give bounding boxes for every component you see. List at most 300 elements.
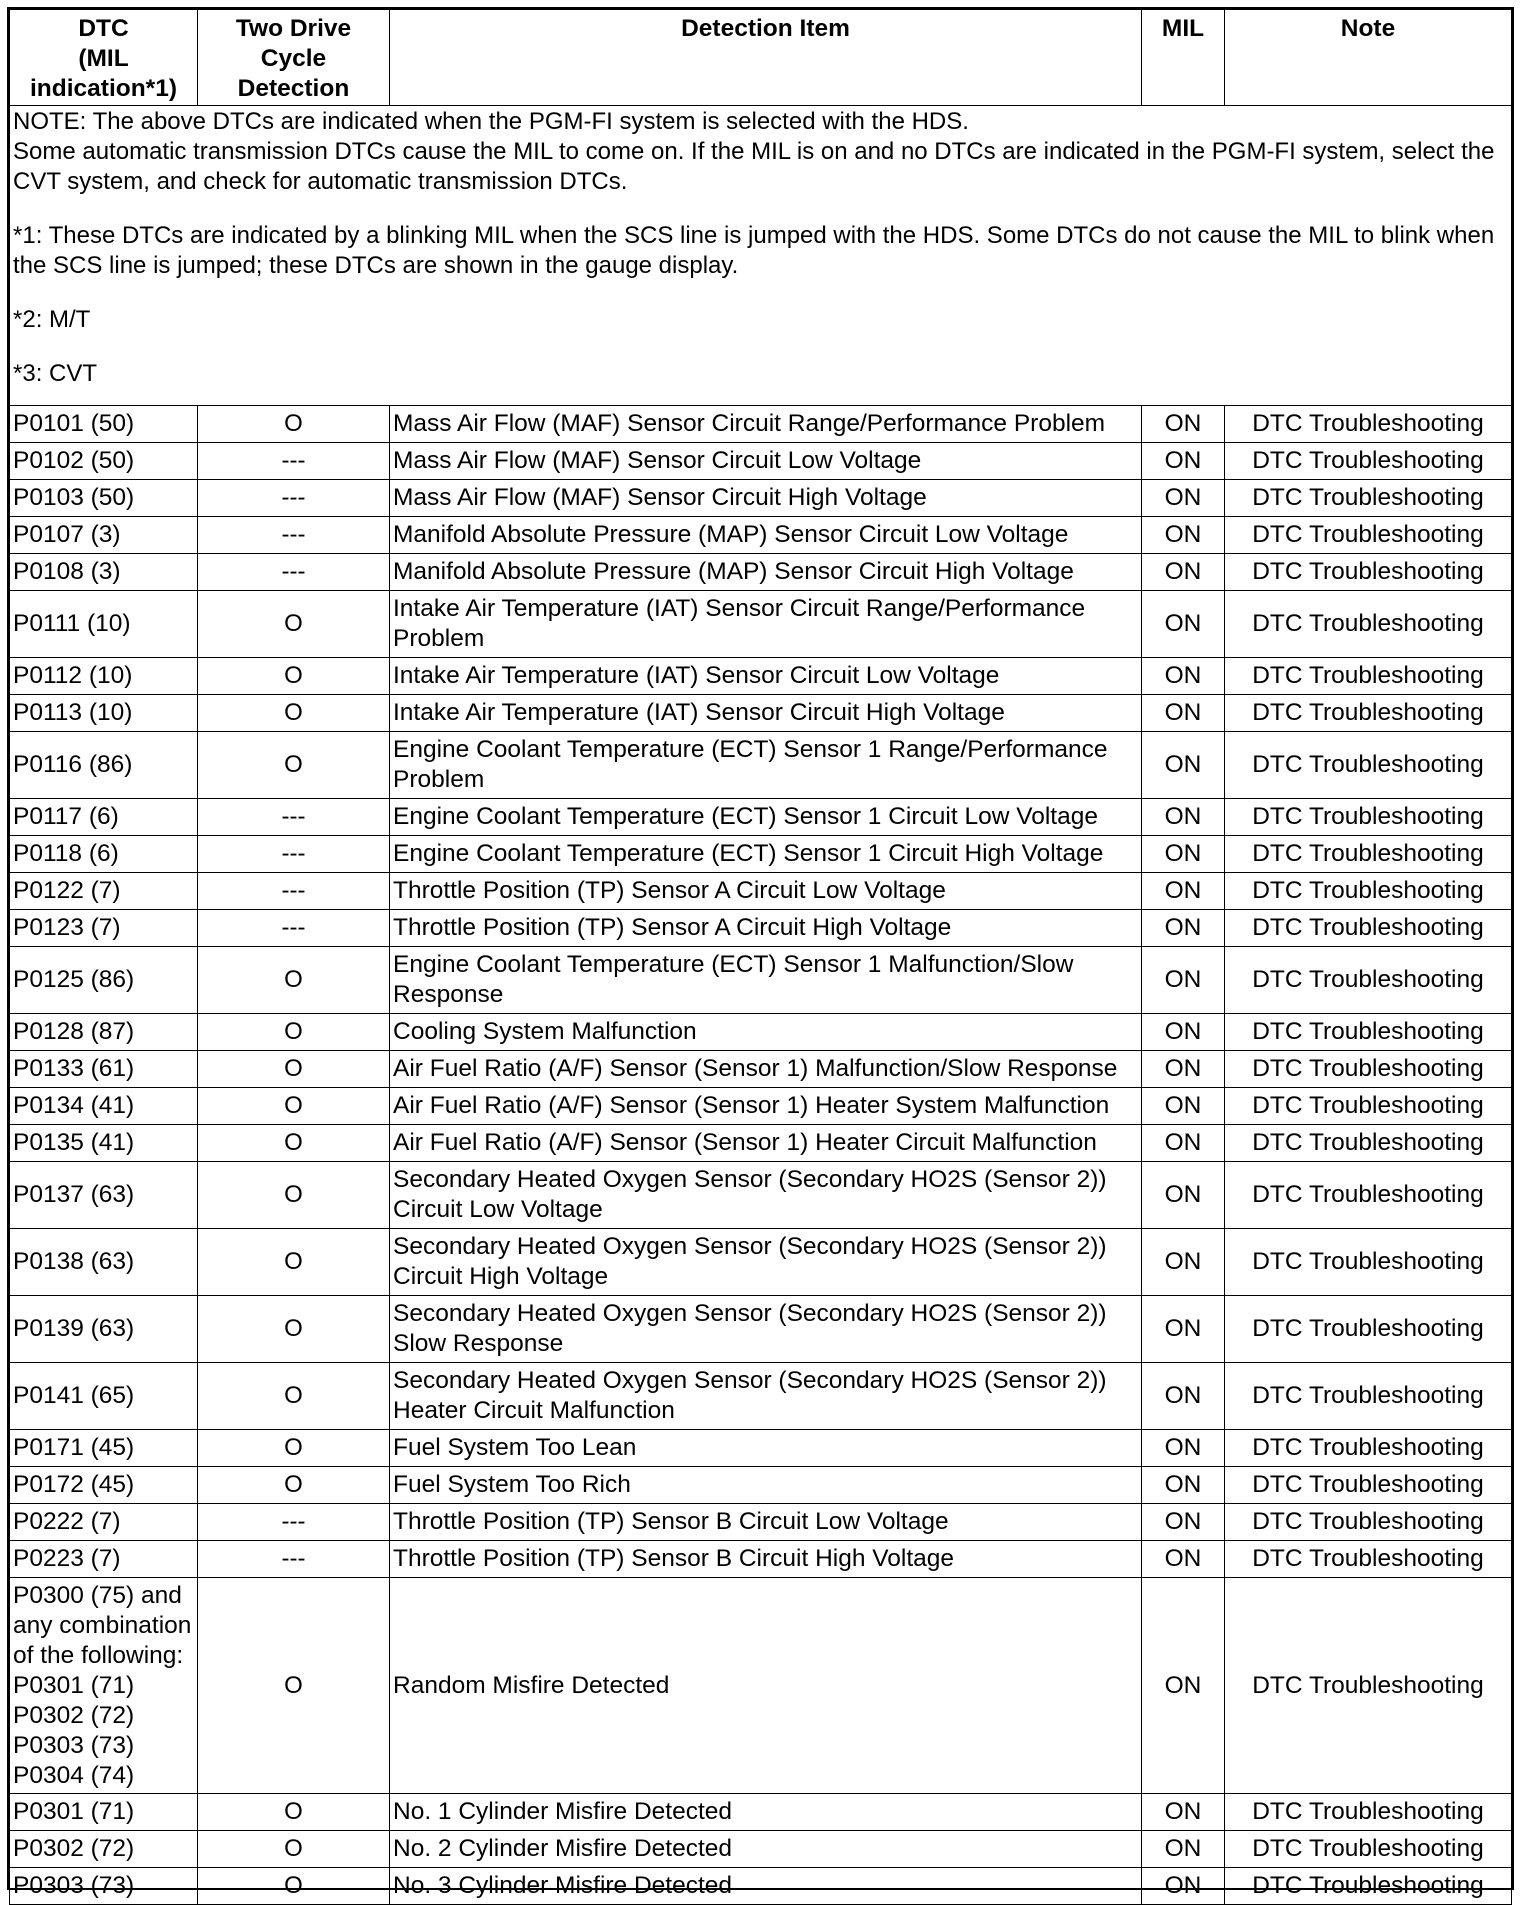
detection-item-cell [390, 1229, 1142, 1296]
mil-status-cell: ON [1142, 1868, 1225, 1905]
mil-status-cell: ON [1142, 1831, 1225, 1868]
note-link[interactable]: DTC Troubleshooting [1225, 1430, 1512, 1467]
mil-status-cell: ON [1142, 554, 1225, 591]
dtc-code-cell [10, 873, 198, 910]
detection-item-text: Cooling System Malfunction [393, 1018, 697, 1045]
detection-item-cell [390, 836, 1142, 873]
detection-item-text: Heater Circuit Malfunction [393, 1397, 675, 1424]
table-row [10, 1296, 1512, 1363]
detection-item-text: No. 2 Cylinder Misfire Detected [393, 1835, 733, 1862]
dtc-code-cell [10, 1162, 198, 1229]
footnote-1: *1: These DTCs are indicated by a blinking MIL when the SCS line is jumped with the HDS. Some DTCs do not cause the MIL to blink when the SCS line is jumped; these DTCs are shown in the gauge display. [13, 222, 1495, 279]
detection-item-text: No. 3 Cylinder Misfire Detected [393, 1872, 733, 1899]
dtc-code: P0301 (71) [13, 1798, 135, 1825]
detection-item-cell [390, 1051, 1142, 1088]
mil-status-cell: ON [1142, 799, 1225, 836]
dtc-code: P0107 (3) [13, 521, 121, 548]
dtc-code: P0117 (6) [13, 803, 119, 830]
note-text: NOTE: The above DTCs are indicated when the PGM-FI system is selected with the HDS. [13, 108, 969, 135]
dtc-code: any combination [13, 1611, 192, 1639]
table-row [10, 910, 1512, 947]
dtc-code: P0172 (45) [13, 1471, 135, 1498]
table-row [10, 695, 1512, 732]
detection-item-cell [390, 910, 1142, 947]
two-drive-cycle-mark: O [284, 1835, 303, 1862]
two-drive-cycle-mark: --- [281, 1508, 306, 1535]
two-drive-cycle-mark: --- [281, 447, 306, 474]
two-drive-cycle-mark: --- [281, 521, 306, 548]
table-row [10, 1794, 1512, 1831]
note-link[interactable]: DTC Troubleshooting [1225, 517, 1512, 554]
table-row [10, 517, 1512, 554]
two-drive-cycle-cell [198, 1430, 390, 1467]
table-row [10, 836, 1512, 873]
two-drive-cycle-mark: --- [281, 1545, 306, 1572]
table-row [10, 1162, 1512, 1229]
mil-status-cell: ON [1142, 591, 1225, 658]
detection-item-text: Throttle Position (TP) Sensor A Circuit Low Voltage [393, 877, 946, 904]
note-link[interactable]: DTC Troubleshooting [1225, 406, 1512, 443]
detection-item-cell [390, 443, 1142, 480]
table-row [10, 1014, 1512, 1051]
detection-item-text: Slow Response [393, 1330, 564, 1357]
detection-item-text: Manifold Absolute Pressure (MAP) Sensor Circuit High Voltage [393, 558, 1074, 585]
detection-item-text: Mass Air Flow (MAF) Sensor Circuit High Voltage [393, 484, 927, 511]
dtc-code-cell [10, 517, 198, 554]
two-drive-cycle-mark: --- [281, 484, 306, 511]
dtc-code: P0128 (87) [13, 1018, 135, 1045]
dtc-code: P0123 (7) [13, 914, 121, 941]
table-row [10, 554, 1512, 591]
detection-item-cell [390, 658, 1142, 695]
dtc-code: P0122 (7) [13, 877, 121, 904]
detection-item-text: Problem [393, 766, 485, 793]
dtc-code-cell [10, 1794, 198, 1831]
header-two-line: Two Drive [235, 15, 352, 42]
detection-item-text: Air Fuel Ratio (A/F) Sensor (Sensor 1) Heater System Malfunction [393, 1092, 1110, 1119]
two-drive-cycle-mark: O [284, 1872, 303, 1899]
mil-status-cell: ON [1142, 695, 1225, 732]
mil-status-cell: ON [1142, 1363, 1225, 1430]
dtc-code: P0102 (50) [13, 447, 135, 474]
dtc-code: P0141 (65) [13, 1382, 135, 1409]
two-drive-cycle-mark: --- [281, 803, 306, 830]
two-drive-cycle-mark: O [284, 1434, 303, 1461]
dtc-code: P0300 (75) and [13, 1581, 182, 1609]
table-row [10, 1504, 1512, 1541]
two-drive-cycle-mark: O [284, 410, 303, 437]
table-row [10, 732, 1512, 799]
dtc-code-cell [10, 1504, 198, 1541]
detection-item-text: Random Misfire Detected [393, 1671, 670, 1699]
dtc-code-cell [10, 443, 198, 480]
two-drive-cycle-cell [198, 799, 390, 836]
dtc-code-cell [10, 554, 198, 591]
note-link[interactable]: DTC Troubleshooting [1225, 947, 1512, 1014]
table-row [10, 1541, 1512, 1578]
table-row [10, 591, 1512, 658]
dtc-code: P0135 (41) [13, 1129, 135, 1156]
table-row [10, 443, 1512, 480]
detection-item-cell [390, 1831, 1142, 1868]
detection-item-cell [390, 1162, 1142, 1229]
dtc-code-cell [10, 1541, 198, 1578]
mil-status-cell: ON [1142, 1541, 1225, 1578]
two-drive-cycle-cell [198, 443, 390, 480]
two-drive-cycle-mark: O [284, 610, 303, 637]
dtc-code: P0134 (41) [13, 1092, 135, 1119]
dtc-code: P0222 (7) [13, 1508, 121, 1535]
detection-item-cell [390, 1363, 1142, 1430]
two-drive-cycle-mark: O [284, 662, 303, 689]
note-link[interactable]: DTC Troubleshooting [1225, 1125, 1512, 1162]
detection-item-cell [390, 1296, 1142, 1363]
detection-item-text: Air Fuel Ratio (A/F) Sensor (Sensor 1) Heater Circuit Malfunction [393, 1129, 1097, 1156]
dtc-code-cell [10, 1014, 198, 1051]
header-two-drive-cycle [198, 10, 390, 106]
detection-item-text: Engine Coolant Temperature (ECT) Sensor 1 Circuit High Voltage [393, 840, 1104, 867]
two-drive-cycle-cell [198, 1296, 390, 1363]
detection-item-text: Engine Coolant Temperature (ECT) Sensor 1 Malfunction/Slow [393, 951, 1074, 978]
note-link[interactable]: DTC Troubleshooting [1225, 732, 1512, 799]
two-drive-cycle-cell [198, 836, 390, 873]
mil-status-cell: ON [1142, 658, 1225, 695]
mil-status-cell: ON [1142, 873, 1225, 910]
two-drive-cycle-cell [198, 1088, 390, 1125]
note-link[interactable]: DTC Troubleshooting [1225, 695, 1512, 732]
table-row [10, 799, 1512, 836]
dtc-code: P0304 (74) [13, 1761, 135, 1789]
dtc-code-cell [10, 1467, 198, 1504]
detection-item-text: Throttle Position (TP) Sensor B Circuit Low Voltage [393, 1508, 949, 1535]
two-drive-cycle-cell [198, 1162, 390, 1229]
two-drive-cycle-mark: O [284, 1248, 303, 1275]
detection-item-text: Throttle Position (TP) Sensor A Circuit High Voltage [393, 914, 952, 941]
table-row [10, 1229, 1512, 1296]
detection-item-text: Secondary Heated Oxygen Sensor (Secondary HO2S (Sensor 2)) [393, 1367, 1107, 1394]
detection-item-cell [390, 695, 1142, 732]
two-drive-cycle-mark: O [284, 1181, 303, 1208]
note-link[interactable]: DTC Troubleshooting [1225, 1051, 1512, 1088]
detection-item-text: Secondary Heated Oxygen Sensor (Secondary HO2S (Sensor 2)) [393, 1166, 1107, 1193]
mil-status-cell: ON [1142, 1794, 1225, 1831]
mil-status-cell: ON [1142, 1504, 1225, 1541]
table-row [10, 1831, 1512, 1868]
dtc-code-cell [10, 658, 198, 695]
dtc-code-cell [10, 799, 198, 836]
note-link[interactable]: DTC Troubleshooting [1225, 591, 1512, 658]
dtc-code-cell [10, 695, 198, 732]
detection-item-cell [390, 517, 1142, 554]
detection-item-text: Response [393, 981, 504, 1008]
note-link[interactable]: DTC Troubleshooting [1225, 1363, 1512, 1430]
two-drive-cycle-cell [198, 1014, 390, 1051]
detection-item-text: Mass Air Flow (MAF) Sensor Circuit Range/Performance Problem [393, 410, 1106, 437]
two-drive-cycle-cell [198, 1794, 390, 1831]
note-link[interactable]: DTC Troubleshooting [1225, 658, 1512, 695]
detection-item-text: Fuel System Too Rich [393, 1471, 631, 1498]
mil-status-cell: ON [1142, 1125, 1225, 1162]
table-row [10, 406, 1512, 443]
two-drive-cycle-mark: O [284, 1018, 303, 1045]
two-drive-cycle-cell [198, 591, 390, 658]
note-link[interactable]: DTC Troubleshooting [1225, 1014, 1512, 1051]
detection-item-text: Secondary Heated Oxygen Sensor (Secondary HO2S (Sensor 2)) [393, 1300, 1107, 1327]
dtc-code-cell [10, 1868, 198, 1905]
two-drive-cycle-cell [198, 695, 390, 732]
note-link[interactable]: DTC Troubleshooting [1225, 1229, 1512, 1296]
note-link[interactable]: DTC Troubleshooting [1225, 873, 1512, 910]
dtc-code-cell [10, 1229, 198, 1296]
dtc-code: P0171 (45) [13, 1434, 135, 1461]
dtc-code: P0303 (73) [13, 1731, 135, 1759]
detection-item-cell [390, 406, 1142, 443]
dtc-code-cell [10, 1088, 198, 1125]
mil-status-cell: ON [1142, 947, 1225, 1014]
detection-item-cell [390, 1430, 1142, 1467]
table-row [10, 947, 1512, 1014]
table-row [10, 1125, 1512, 1162]
detection-item-text: Intake Air Temperature (IAT) Sensor Circuit Range/Performance [393, 595, 1086, 622]
dtc-code-cell [10, 1363, 198, 1430]
two-drive-cycle-cell [198, 732, 390, 799]
two-drive-cycle-cell [198, 480, 390, 517]
mil-status-cell: ON [1142, 517, 1225, 554]
detection-item-cell [390, 1467, 1142, 1504]
dtc-code-cell [10, 480, 198, 517]
dtc-code: P0301 (71) [13, 1671, 135, 1699]
two-drive-cycle-mark: --- [281, 877, 306, 904]
dtc-code-cell [10, 1296, 198, 1363]
two-drive-cycle-cell [198, 1229, 390, 1296]
notes-cell [10, 106, 1512, 406]
table-row [10, 873, 1512, 910]
detection-item-text: No. 1 Cylinder Misfire Detected [393, 1798, 733, 1825]
two-drive-cycle-mark: O [284, 699, 303, 726]
two-drive-cycle-cell [198, 1125, 390, 1162]
detection-item-text: Intake Air Temperature (IAT) Sensor Circuit Low Voltage [393, 662, 1000, 689]
two-drive-cycle-mark: O [284, 1382, 303, 1409]
note-link[interactable]: DTC Troubleshooting [1225, 1868, 1512, 1905]
detection-item-cell [390, 1868, 1142, 1905]
two-drive-cycle-cell [198, 1578, 390, 1794]
header-detection-item: Detection Item [390, 10, 1142, 106]
header-two-line: Detection [237, 75, 350, 102]
two-drive-cycle-cell [198, 1504, 390, 1541]
dtc-code-cell [10, 947, 198, 1014]
dtc-code-cell [10, 1430, 198, 1467]
notes-row [10, 106, 1512, 406]
table-row [10, 1578, 1512, 1794]
two-drive-cycle-cell [198, 554, 390, 591]
dtc-code-cell [10, 1578, 198, 1794]
header-dtc [10, 10, 198, 106]
dtc-code-cell [10, 732, 198, 799]
detection-item-cell [390, 554, 1142, 591]
header-dtc-line: DTC [78, 15, 129, 42]
dtc-code: P0133 (61) [13, 1055, 135, 1082]
detection-item-cell [390, 873, 1142, 910]
header-row [10, 10, 1512, 106]
two-drive-cycle-mark: O [284, 1671, 303, 1699]
detection-item-text: Mass Air Flow (MAF) Sensor Circuit Low Voltage [393, 447, 922, 474]
detection-item-text: Circuit Low Voltage [393, 1196, 603, 1223]
mil-status-cell: ON [1142, 1014, 1225, 1051]
note-link[interactable]: DTC Troubleshooting [1225, 1794, 1512, 1831]
table-row [10, 1430, 1512, 1467]
mil-status-cell: ON [1142, 1088, 1225, 1125]
dtc-code-cell [10, 406, 198, 443]
dtc-code: P0112 (10) [13, 662, 133, 689]
dtc-code: P0139 (63) [13, 1315, 135, 1342]
note-link[interactable]: DTC Troubleshooting [1225, 1088, 1512, 1125]
two-drive-cycle-cell [198, 873, 390, 910]
note-link[interactable]: DTC Troubleshooting [1225, 554, 1512, 591]
dtc-code: P0303 (73) [13, 1872, 135, 1899]
dtc-code: P0118 (6) [13, 840, 119, 867]
dtc-code: P0111 (10) [13, 610, 131, 637]
mil-status-cell: ON [1142, 836, 1225, 873]
detection-item-text: Fuel System Too Lean [393, 1434, 637, 1461]
mil-status-cell: ON [1142, 910, 1225, 947]
two-drive-cycle-cell [198, 1831, 390, 1868]
table-row [10, 1088, 1512, 1125]
table-row [10, 1051, 1512, 1088]
detection-item-text: Circuit High Voltage [393, 1263, 609, 1290]
note-link[interactable]: DTC Troubleshooting [1225, 1467, 1512, 1504]
note-link[interactable]: DTC Troubleshooting [1225, 799, 1512, 836]
dtc-table-page [7, 7, 1514, 1899]
detection-item-cell [390, 1578, 1142, 1794]
footnote-3: *3: CVT [13, 360, 98, 387]
detection-item-text: Throttle Position (TP) Sensor B Circuit High Voltage [393, 1545, 955, 1572]
detection-item-cell [390, 480, 1142, 517]
two-drive-cycle-mark: O [284, 1129, 303, 1156]
mil-status-cell: ON [1142, 1578, 1225, 1794]
detection-item-cell [390, 591, 1142, 658]
dtc-code-cell [10, 1831, 198, 1868]
footnote-2: *2: M/T [13, 306, 91, 333]
two-drive-cycle-cell [198, 947, 390, 1014]
note-link[interactable]: DTC Troubleshooting [1225, 1504, 1512, 1541]
detection-item-cell [390, 799, 1142, 836]
detection-item-cell [390, 1541, 1142, 1578]
note-text: Some automatic transmission DTCs cause the MIL to come on. If the MIL is on and no DTCs are indicated in the PGM-FI system, select the CVT system, and check for automatic transmission DTCs. [13, 138, 1495, 195]
detection-item-cell [390, 732, 1142, 799]
header-note: Note [1225, 10, 1512, 106]
detection-item-text: Intake Air Temperature (IAT) Sensor Circuit High Voltage [393, 699, 1005, 726]
dtc-code: P0302 (72) [13, 1701, 135, 1729]
two-drive-cycle-mark: --- [281, 914, 306, 941]
detection-item-text: Engine Coolant Temperature (ECT) Sensor 1 Range/Performance [393, 736, 1108, 763]
detection-item-cell [390, 1125, 1142, 1162]
dtc-code: P0113 (10) [13, 699, 133, 726]
note-link[interactable]: DTC Troubleshooting [1225, 1162, 1512, 1229]
header-two-line: Cycle [260, 45, 327, 72]
dtc-table [9, 9, 1512, 1905]
note-link[interactable]: DTC Troubleshooting [1225, 1296, 1512, 1363]
header-dtc-line: (MIL [78, 45, 129, 72]
mil-status-cell: ON [1142, 406, 1225, 443]
note-link[interactable]: DTC Troubleshooting [1225, 1578, 1512, 1794]
table-row [10, 1467, 1512, 1504]
two-drive-cycle-cell [198, 1868, 390, 1905]
two-drive-cycle-cell [198, 1363, 390, 1430]
detection-item-text: Engine Coolant Temperature (ECT) Sensor 1 Circuit Low Voltage [393, 803, 1098, 830]
table-row [10, 658, 1512, 695]
detection-item-cell [390, 1504, 1142, 1541]
dtc-code: P0101 (50) [13, 410, 135, 437]
two-drive-cycle-cell [198, 517, 390, 554]
mil-status-cell: ON [1142, 1162, 1225, 1229]
dtc-code-cell [10, 836, 198, 873]
dtc-code: of the following: [13, 1641, 184, 1669]
mil-status-cell: ON [1142, 1229, 1225, 1296]
two-drive-cycle-mark: O [284, 1315, 303, 1342]
dtc-code-cell [10, 591, 198, 658]
two-drive-cycle-cell [198, 406, 390, 443]
mil-status-cell: ON [1142, 443, 1225, 480]
dtc-code-cell [10, 1051, 198, 1088]
dtc-code: P0223 (7) [13, 1545, 121, 1572]
two-drive-cycle-mark: O [284, 751, 303, 778]
dtc-code: P0103 (50) [13, 484, 135, 511]
note-link[interactable]: DTC Troubleshooting [1225, 1541, 1512, 1578]
detection-item-cell [390, 1014, 1142, 1051]
two-drive-cycle-mark: --- [281, 558, 306, 585]
detection-item-cell [390, 947, 1142, 1014]
two-drive-cycle-mark: --- [281, 840, 306, 867]
table-row [10, 480, 1512, 517]
dtc-code-cell [10, 1125, 198, 1162]
detection-item-cell [390, 1088, 1142, 1125]
detection-item-text: Manifold Absolute Pressure (MAP) Sensor Circuit Low Voltage [393, 521, 1069, 548]
two-drive-cycle-mark: O [284, 1055, 303, 1082]
dtc-code: P0302 (72) [13, 1835, 135, 1862]
two-drive-cycle-cell [198, 658, 390, 695]
note-link[interactable]: DTC Troubleshooting [1225, 836, 1512, 873]
two-drive-cycle-mark: O [284, 966, 303, 993]
dtc-code: P0137 (63) [13, 1181, 135, 1208]
two-drive-cycle-cell [198, 910, 390, 947]
two-drive-cycle-cell [198, 1467, 390, 1504]
note-link[interactable]: DTC Troubleshooting [1225, 443, 1512, 480]
two-drive-cycle-mark: O [284, 1092, 303, 1119]
mil-status-cell: ON [1142, 1467, 1225, 1504]
mil-status-cell: ON [1142, 1051, 1225, 1088]
mil-status-cell: ON [1142, 732, 1225, 799]
mil-status-cell: ON [1142, 1296, 1225, 1363]
note-link[interactable]: DTC Troubleshooting [1225, 1831, 1512, 1868]
two-drive-cycle-mark: O [284, 1471, 303, 1498]
detection-item-text: Secondary Heated Oxygen Sensor (Secondary HO2S (Sensor 2)) [393, 1233, 1107, 1260]
note-link[interactable]: DTC Troubleshooting [1225, 480, 1512, 517]
detection-item-text: Problem [393, 625, 485, 652]
two-drive-cycle-mark: O [284, 1798, 303, 1825]
mil-status-cell: ON [1142, 1430, 1225, 1467]
dtc-code-cell [10, 910, 198, 947]
dtc-code: P0116 (86) [13, 751, 133, 778]
note-link[interactable]: DTC Troubleshooting [1225, 910, 1512, 947]
mil-status-cell: ON [1142, 480, 1225, 517]
dtc-code: P0108 (3) [13, 558, 121, 585]
table-row [10, 1363, 1512, 1430]
table-row [10, 1868, 1512, 1905]
two-drive-cycle-cell [198, 1541, 390, 1578]
header-dtc-line: indication*1) [29, 75, 177, 102]
detection-item-text: Air Fuel Ratio (A/F) Sensor (Sensor 1) Malfunction/Slow Response [393, 1055, 1118, 1082]
dtc-code: P0125 (86) [13, 966, 135, 993]
